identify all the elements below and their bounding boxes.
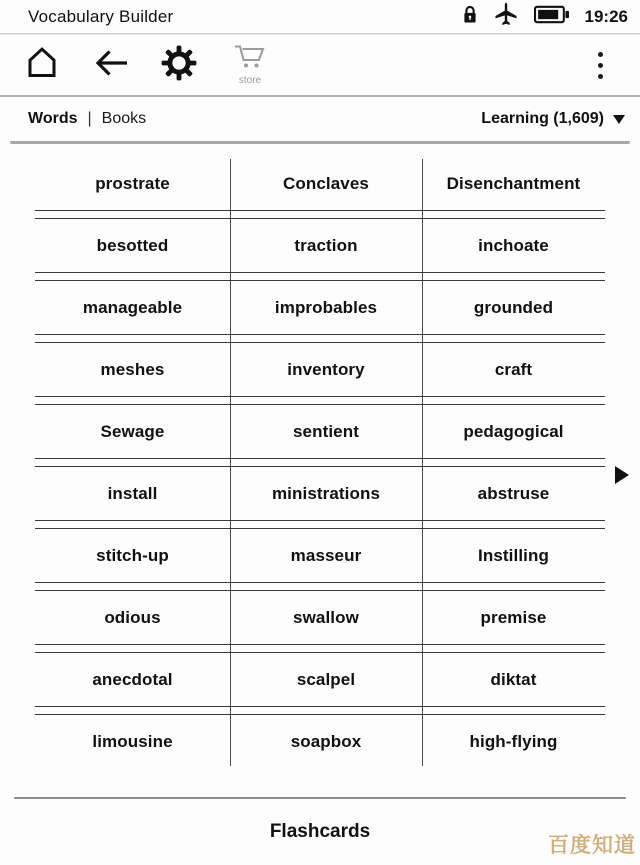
settings-button[interactable]	[160, 44, 198, 87]
word-row	[35, 157, 605, 211]
gear-icon	[160, 44, 198, 87]
word-cell[interactable]: scalpel	[296, 669, 356, 689]
word-cell[interactable]: manageable	[82, 297, 183, 317]
word-row	[35, 590, 605, 645]
tabbar-separator	[10, 141, 630, 144]
store-button[interactable]	[229, 44, 271, 86]
tab-bar	[0, 97, 640, 141]
watermark: 百度知道	[548, 834, 636, 857]
menu-dot-icon	[598, 74, 603, 79]
word-cell[interactable]: swallow	[293, 607, 359, 627]
footer-separator	[14, 797, 626, 799]
word-cell[interactable]: odious	[104, 607, 161, 627]
learning-filter-dropdown[interactable]	[481, 110, 625, 128]
word-row	[35, 218, 605, 273]
word-cell[interactable]: ministrations	[271, 483, 381, 503]
chevron-down-icon	[613, 115, 625, 124]
word-cell[interactable]: Disenchantment	[446, 173, 581, 193]
status-bar	[0, 0, 640, 33]
word-row	[35, 466, 605, 521]
clock: 19:26	[584, 6, 628, 26]
word-row	[35, 528, 605, 583]
word-row	[35, 280, 605, 335]
word-cell[interactable]: inchoate	[478, 235, 549, 255]
app-title: Vocabulary Builder	[28, 6, 174, 26]
word-cell[interactable]: Conclaves	[283, 173, 369, 193]
lock-icon	[462, 4, 478, 30]
word-cell[interactable]: masseur	[290, 545, 362, 565]
learning-filter-label: Learning (1,609)	[481, 110, 604, 127]
airplane-mode-icon	[493, 1, 519, 32]
toolbar	[0, 35, 640, 95]
word-cell[interactable]: Instilling	[478, 545, 549, 565]
next-page-arrow[interactable]	[615, 466, 629, 484]
word-cell[interactable]: besotted	[96, 235, 169, 255]
word-cell[interactable]: limousine	[92, 731, 173, 751]
word-cell[interactable]: inventory	[287, 359, 365, 379]
tab-books[interactable]: Books	[101, 110, 147, 127]
word-row	[35, 714, 605, 768]
word-cell[interactable]: premise	[480, 607, 547, 627]
status-icons	[462, 1, 628, 32]
word-cell[interactable]: grounded	[473, 297, 554, 317]
shopping-cart-icon	[229, 44, 271, 76]
word-cell[interactable]: install	[107, 483, 158, 503]
word-row	[35, 342, 605, 397]
back-arrow-icon	[91, 47, 129, 84]
word-grid	[35, 157, 605, 768]
word-grid-area	[35, 157, 605, 768]
tab-divider: |	[87, 110, 92, 127]
word-cell[interactable]: diktat	[490, 669, 537, 689]
word-row	[35, 652, 605, 707]
battery-icon	[534, 5, 570, 29]
word-cell[interactable]: soapbox	[290, 731, 362, 751]
word-cell[interactable]: anecdotal	[92, 669, 173, 689]
word-cell[interactable]: stitch-up	[96, 545, 169, 565]
menu-dot-icon	[598, 63, 603, 68]
store-label: store	[238, 75, 262, 86]
word-cell[interactable]: Sewage	[100, 421, 165, 441]
word-cell[interactable]: craft	[494, 359, 533, 379]
word-cell[interactable]: improbables	[274, 297, 378, 317]
menu-dot-icon	[598, 52, 603, 57]
flashcards-button[interactable]: Flashcards	[269, 821, 371, 842]
overflow-menu-button[interactable]	[594, 48, 607, 83]
word-cell[interactable]: abstruse	[477, 483, 550, 503]
tab-words[interactable]: Words	[28, 110, 78, 127]
word-cell[interactable]: pedagogical	[463, 421, 564, 441]
word-cell[interactable]: high-flying	[469, 731, 558, 751]
word-cell[interactable]: sentient	[293, 421, 359, 441]
view-tabs	[28, 110, 146, 128]
word-row	[35, 404, 605, 459]
home-icon	[24, 45, 60, 85]
back-button[interactable]	[91, 47, 129, 84]
home-button[interactable]	[24, 45, 60, 85]
word-cell[interactable]: traction	[294, 235, 358, 255]
word-cell[interactable]: meshes	[100, 359, 165, 379]
word-cell[interactable]: prostrate	[95, 173, 170, 193]
